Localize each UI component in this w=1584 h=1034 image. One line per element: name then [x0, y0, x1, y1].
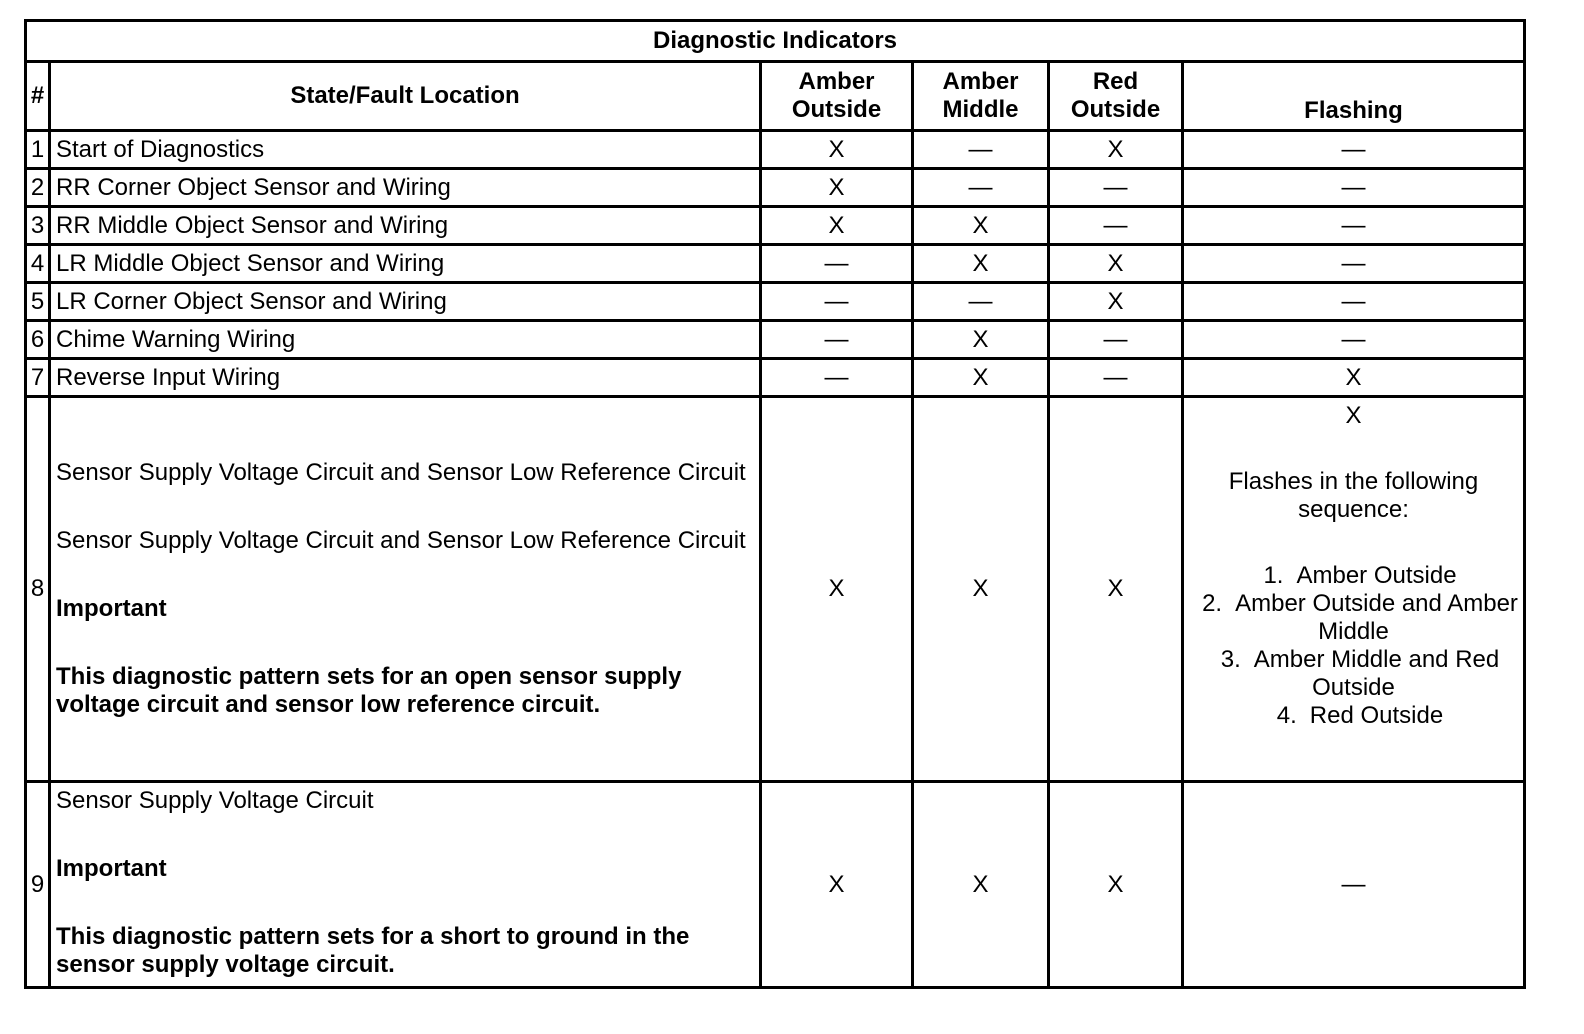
row-amber-outside: X: [761, 397, 913, 782]
row-num: 4: [26, 245, 50, 283]
location-line-1: Sensor Supply Voltage Circuit and Sensor Low Reference Circuit: [56, 459, 746, 486]
header-flashing: Flashing: [1183, 62, 1525, 131]
sequence-number: 2.: [1202, 590, 1223, 617]
row-red-outside: X: [1049, 782, 1183, 988]
diagnostic-indicators-table: [24, 19, 1526, 989]
table-row-9: [26, 782, 1525, 988]
sequence-number: 1.: [1263, 562, 1284, 589]
important-label: Important: [56, 855, 167, 882]
header-amber-outside: [761, 62, 913, 131]
header-location: State/Fault Location: [50, 62, 761, 131]
header-red-outside: [1049, 62, 1183, 131]
row-red-outside: X: [1049, 131, 1183, 169]
sequence-text: Amber Outside and Amber Middle: [1235, 590, 1518, 645]
header-num: #: [26, 62, 50, 131]
row-location: Reverse Input Wiring: [50, 359, 761, 397]
row-num: 9: [26, 782, 50, 988]
sequence-number: 3.: [1220, 646, 1241, 673]
table-row: [26, 131, 1525, 169]
table-row-8: [26, 397, 1525, 782]
row-num: 7: [26, 359, 50, 397]
row-flashing: —: [1183, 207, 1525, 245]
list-item: [1184, 702, 1523, 730]
row-num: 1: [26, 131, 50, 169]
header-red-outside-line1: Red: [1092, 68, 1139, 95]
table-row: [26, 321, 1525, 359]
row-amber-middle: X: [913, 397, 1049, 782]
list-item: [1184, 562, 1523, 590]
flash-sequence-list: [1184, 562, 1523, 730]
row-location: [50, 782, 761, 988]
header-amber-outside-line2: Outside: [791, 96, 882, 123]
row-amber-outside: X: [761, 131, 913, 169]
sequence-number: 4.: [1276, 702, 1297, 729]
row-location: Chime Warning Wiring: [50, 321, 761, 359]
row-red-outside: X: [1049, 245, 1183, 283]
header-amber-middle-line1: Amber: [942, 68, 1019, 95]
flashing-mark: X: [1345, 402, 1362, 429]
row-amber-middle: X: [913, 321, 1049, 359]
row-location: Start of Diagnostics: [50, 131, 761, 169]
list-item: [1184, 646, 1523, 702]
row-location: RR Middle Object Sensor and Wiring: [50, 207, 761, 245]
row-amber-outside: —: [761, 245, 913, 283]
row-red-outside: —: [1049, 207, 1183, 245]
row-flashing: —: [1183, 245, 1525, 283]
table-title: Diagnostic Indicators: [26, 21, 1525, 62]
table-row: [26, 283, 1525, 321]
table-row: [26, 207, 1525, 245]
row-amber-middle: —: [913, 131, 1049, 169]
table-row: [26, 169, 1525, 207]
row-flashing: —: [1183, 169, 1525, 207]
flashing-note: Flashes in the following sequence:: [1228, 468, 1479, 523]
list-item: [1184, 590, 1523, 646]
row-flashing: X: [1183, 359, 1525, 397]
table-row: [26, 245, 1525, 283]
important-text: This diagnostic pattern sets for a short to ground in the sensor supply voltage circuit.: [56, 923, 690, 978]
row-location: RR Corner Object Sensor and Wiring: [50, 169, 761, 207]
row-num: 8: [26, 397, 50, 782]
row-amber-middle: X: [913, 782, 1049, 988]
sequence-text: Amber Middle and Red Outside: [1253, 646, 1500, 701]
table-row: [26, 359, 1525, 397]
table-title-row: [26, 21, 1525, 62]
row-num: 5: [26, 283, 50, 321]
table-header-row: [26, 62, 1525, 131]
row-flashing: —: [1183, 321, 1525, 359]
sequence-text: Amber Outside: [1296, 562, 1457, 589]
row-flashing: —: [1183, 782, 1525, 988]
row-amber-middle: X: [913, 245, 1049, 283]
row-amber-outside: —: [761, 359, 913, 397]
row-amber-middle: X: [913, 207, 1049, 245]
row-num: 2: [26, 169, 50, 207]
row-amber-outside: X: [761, 169, 913, 207]
row-amber-outside: —: [761, 321, 913, 359]
row-red-outside: —: [1049, 169, 1183, 207]
location-line-2: Sensor Supply Voltage Circuit and Sensor Low Reference Circuit: [56, 527, 746, 554]
important-text: This diagnostic pattern sets for an open sensor supply voltage circuit and sensor low reference circuit.: [56, 663, 682, 718]
row-amber-middle: X: [913, 359, 1049, 397]
location-line: Sensor Supply Voltage Circuit: [56, 787, 374, 814]
sequence-text: Red Outside: [1309, 702, 1444, 729]
row-amber-outside: —: [761, 283, 913, 321]
row-flashing: —: [1183, 283, 1525, 321]
important-label: Important: [56, 595, 167, 622]
header-amber-middle-line2: Middle: [942, 96, 1019, 123]
row-flashing: [1183, 397, 1525, 782]
row-num: 3: [26, 207, 50, 245]
header-amber-middle: [913, 62, 1049, 131]
row-red-outside: X: [1049, 397, 1183, 782]
row-amber-outside: X: [761, 782, 913, 988]
header-amber-outside-line1: Amber: [798, 68, 875, 95]
row-amber-middle: —: [913, 169, 1049, 207]
row-location: LR Corner Object Sensor and Wiring: [50, 283, 761, 321]
header-red-outside-line2: Outside: [1070, 96, 1161, 123]
row-location: LR Middle Object Sensor and Wiring: [50, 245, 761, 283]
row-amber-middle: —: [913, 283, 1049, 321]
row-flashing: —: [1183, 131, 1525, 169]
row-red-outside: —: [1049, 321, 1183, 359]
row-red-outside: —: [1049, 359, 1183, 397]
row-amber-outside: X: [761, 207, 913, 245]
row-num: 6: [26, 321, 50, 359]
row-red-outside: X: [1049, 283, 1183, 321]
row-location: [50, 397, 761, 782]
